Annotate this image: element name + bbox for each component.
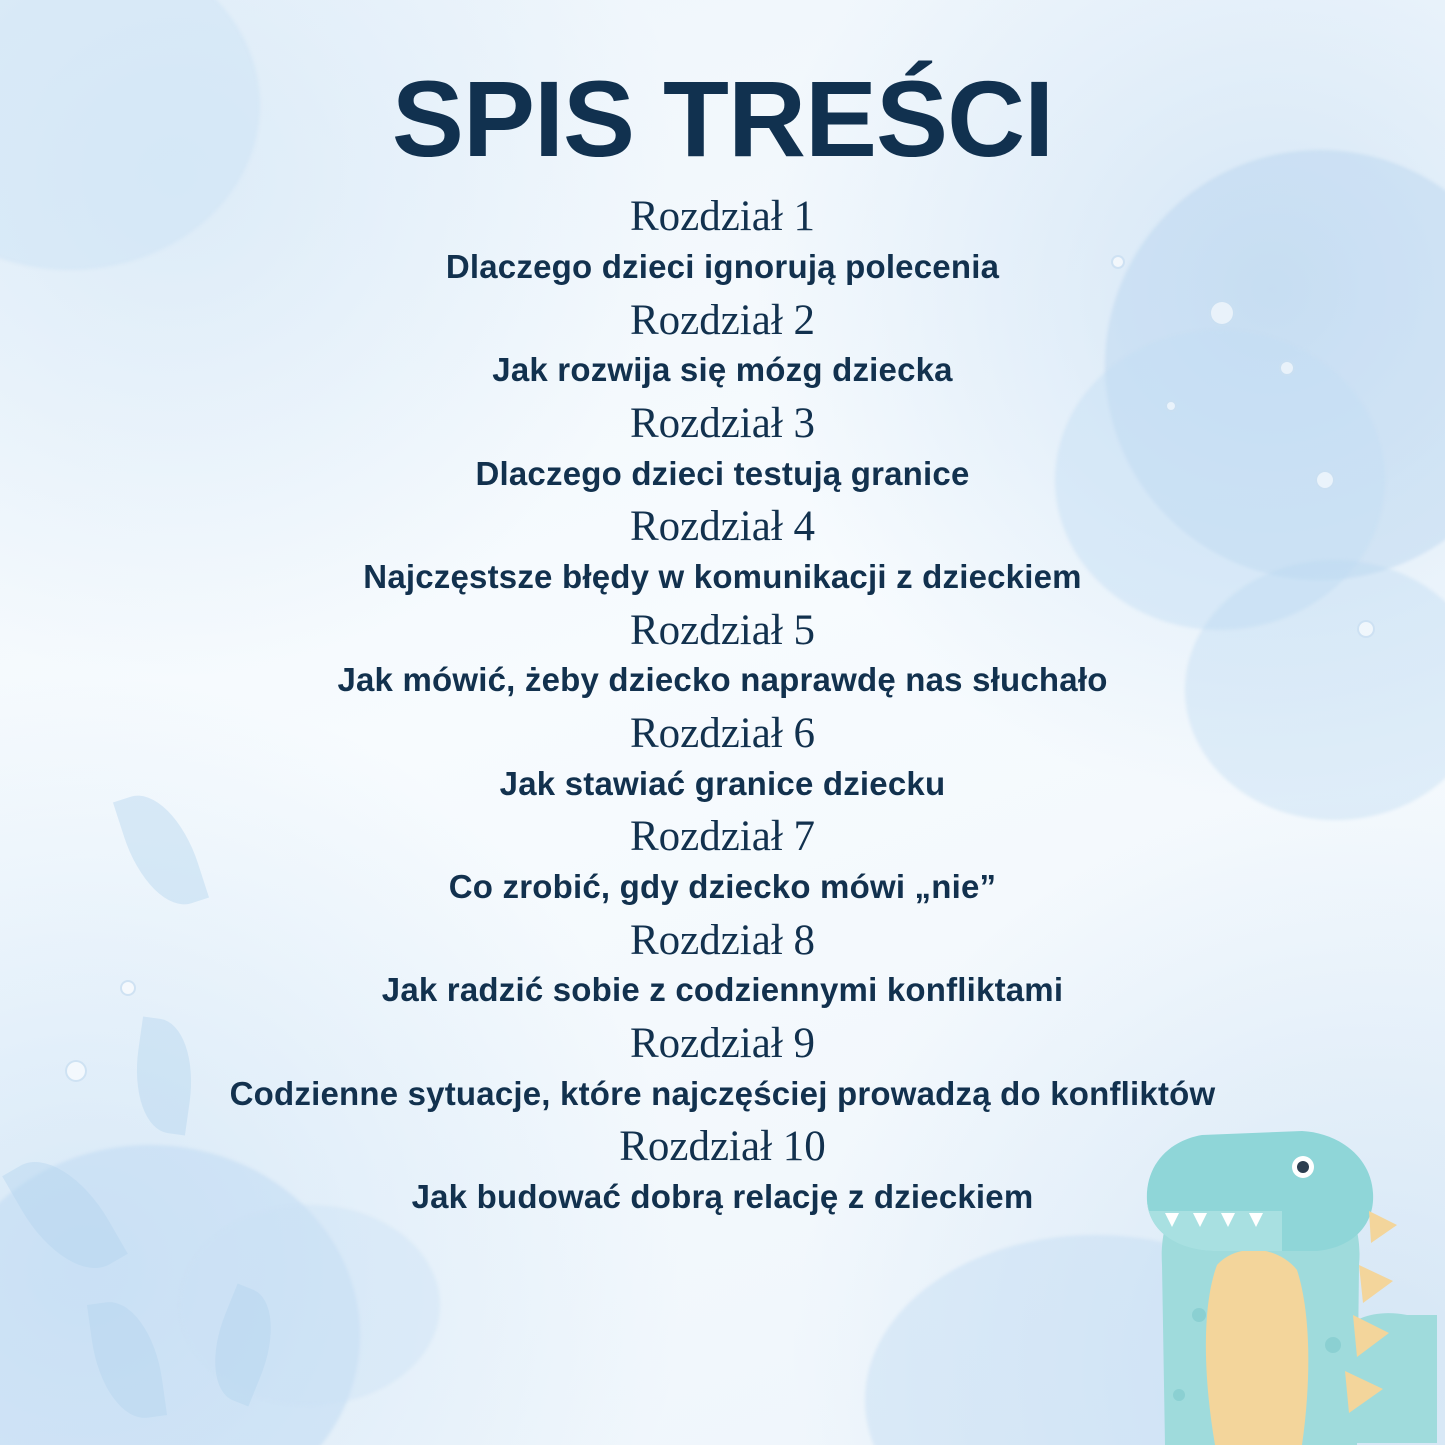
chapter-title: Dlaczego dzieci ignorują polecenia (445, 247, 1000, 285)
toc-entry[interactable] (40, 605, 1405, 702)
toc-entry[interactable] (40, 191, 1405, 288)
toc-entry[interactable] (40, 501, 1405, 598)
chapter-label: Rozdział 9 (629, 1020, 816, 1068)
chapter-label: Rozdział 1 (629, 193, 816, 241)
chapter-title: Jak mówić, żeby dziecko naprawdę nas słuchało (337, 661, 1108, 699)
leaf-decoration (196, 1284, 289, 1407)
chapter-label: Rozdział 5 (629, 606, 816, 654)
toc-entry[interactable] (40, 295, 1405, 392)
chapter-title: Najczęstsze błędy w komunikacji z dzieckiem (363, 557, 1082, 595)
chapter-title: Dlaczego dzieci testują granice (475, 454, 970, 492)
toc-entry[interactable] (40, 1018, 1405, 1115)
toc-entry[interactable] (40, 398, 1405, 495)
chapter-title: Jak rozwija się mózg dziecka (492, 351, 953, 389)
toc-list (40, 191, 1405, 1218)
chapter-label: Rozdział 8 (629, 916, 816, 964)
page-title: SPIS TREŚCI (391, 58, 1054, 179)
toc-entry[interactable] (40, 1121, 1405, 1218)
chapter-title: Jak budować dobrą relację z dzieckiem (411, 1177, 1034, 1215)
toc-entry[interactable] (40, 708, 1405, 805)
chapter-title: Co zrobić, gdy dziecko mówi „nie” (448, 867, 997, 905)
chapter-label: Rozdział 3 (629, 400, 816, 448)
chapter-label: Rozdział 7 (629, 813, 816, 861)
toc-entry[interactable] (40, 915, 1405, 1012)
toc-entry[interactable] (40, 811, 1405, 908)
chapter-title: Codzienne sytuacje, które najczęściej prowadzą do konfliktów (229, 1074, 1216, 1112)
leaf-decoration (87, 1296, 167, 1424)
chapter-title: Jak radzić sobie z codziennymi konfliktami (381, 971, 1064, 1009)
watercolor-blob (180, 1205, 440, 1405)
chapter-label: Rozdział 10 (619, 1123, 826, 1171)
chapter-label: Rozdział 2 (629, 296, 816, 344)
chapter-label: Rozdział 4 (629, 503, 816, 551)
chapter-label: Rozdział 6 (629, 710, 816, 758)
chapter-title: Jak stawiać granice dziecku (499, 764, 946, 802)
watercolor-blob (865, 1235, 1325, 1445)
